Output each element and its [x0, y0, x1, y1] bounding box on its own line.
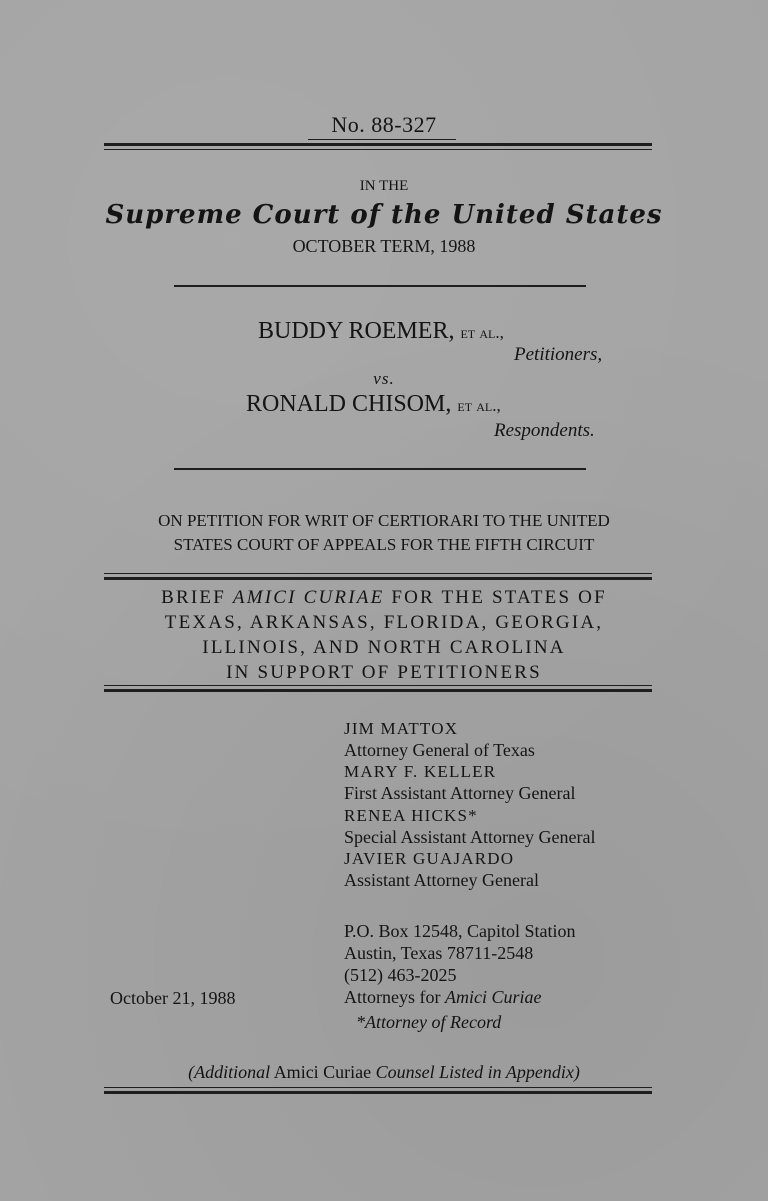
phone-number: (512) 463-2025 — [344, 965, 457, 985]
address-block — [344, 920, 764, 1008]
brief-rule-bottom-thin — [104, 685, 652, 686]
brief-line-1-prefix: BRIEF — [161, 587, 226, 608]
attorney-of-record-note: *Attorney of Record — [356, 1012, 502, 1032]
top-rule-thin — [104, 149, 652, 150]
top-rule-thick — [104, 143, 652, 146]
attorneys-for-line — [344, 986, 764, 1008]
brief-rule-top-thin — [104, 573, 652, 574]
respondent-name: RONALD CHISOM, — [246, 391, 452, 417]
brief-line-1-suffix: FOR THE STATES OF — [391, 587, 607, 608]
counsel-title: Assistant Attorney General — [344, 869, 539, 890]
court-name: Supreme Court of the United States — [105, 200, 663, 230]
docket-underline — [308, 139, 456, 140]
counsel-title: Attorney General of Texas — [344, 739, 535, 760]
additional-counsel-note — [0, 1062, 768, 1083]
respondent-etal: et al., — [457, 396, 501, 415]
counsel-name: JIM MATTOX — [344, 719, 459, 738]
divider-1 — [174, 285, 586, 287]
additional-middle: Amici Curiae — [273, 1062, 372, 1082]
bottom-rule-thin — [104, 1087, 652, 1088]
counsel-name: JAVIER GUAJARDO — [344, 849, 515, 869]
docket-number: No. 88-327 — [331, 112, 437, 137]
respondent-role: Respondents. — [494, 420, 595, 441]
brief-rule-top-thick — [104, 577, 652, 580]
petitioner-name: BUDDY ROEMER, — [258, 318, 455, 344]
petitioner-etal: et al., — [460, 323, 504, 342]
address-line-1: P.O. Box 12548, Capitol Station — [344, 921, 576, 941]
petitioner-role: Petitioners, — [514, 344, 603, 365]
counsel-title: First Assistant Attorney General — [344, 783, 576, 804]
brief-line-2: TEXAS, ARKANSAS, FLORIDA, GEORGIA, — [164, 612, 604, 633]
counsel-name: MARY F. KELLER — [344, 762, 497, 782]
petitioner-party — [258, 318, 504, 345]
respondent-party — [246, 391, 501, 418]
brief-line-1-italic: AMICI CURIAE — [232, 587, 385, 608]
amici-curiae-label: Amici Curiae — [444, 987, 542, 1007]
bottom-rule-thick — [104, 1091, 652, 1094]
counsel-list — [344, 718, 764, 892]
brief-line-1 — [0, 586, 768, 610]
brief-line-3: ILLINOIS, AND NORTH CAROLINA — [202, 637, 566, 658]
versus-label: vs. — [373, 369, 395, 388]
term-label: OCTOBER TERM, 1988 — [292, 236, 476, 256]
divider-2 — [174, 468, 586, 470]
counsel-name: RENEA HICKS* — [344, 805, 478, 825]
address-line-2: Austin, Texas 78711-2548 — [344, 943, 534, 963]
writ-line-2: STATES COURT OF APPEALS FOR THE FIFTH CIRCUIT — [173, 535, 595, 554]
brief-rule-bottom-thick — [104, 689, 652, 692]
brief-line-4: IN SUPPORT OF PETITIONERS — [226, 662, 542, 683]
attorneys-for-label: Attorneys for — [344, 987, 441, 1007]
writ-line-1: ON PETITION FOR WRIT OF CERTIORARI TO THE UNITED — [158, 511, 610, 530]
additional-suffix: Counsel Listed in Appendix) — [375, 1062, 580, 1082]
additional-prefix: (Additional — [188, 1062, 271, 1082]
filing-date: October 21, 1988 — [110, 988, 236, 1008]
counsel-title: Special Assistant Attorney General — [344, 826, 596, 847]
in-the-label: IN THE — [359, 178, 409, 194]
